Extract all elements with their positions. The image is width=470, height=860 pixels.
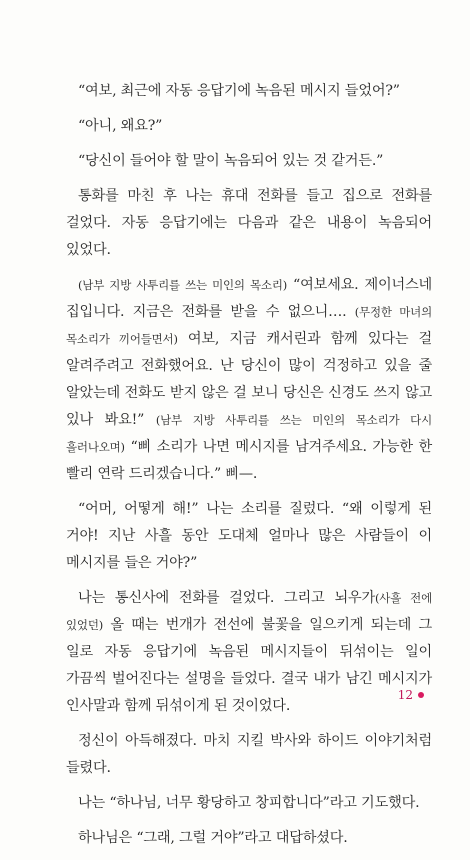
text-segment: 나는 통신사에 전화를 걸었다. 그리고 뇌우가 [78, 590, 375, 606]
text-segment: 하나님은 “그래, 그럴 거야”라고 대답하셨다. [78, 830, 348, 846]
text-segment: “여보세요. 제이너스네 집입니다. 지금은 전화를 받을 수 없으니…. [66, 277, 432, 320]
paragraph [66, 790, 432, 817]
text-segment: “여보, 최근에 자동 응답기에 녹음된 메시지 들었어?” [78, 83, 400, 99]
stage-direction: (남부 지방 사투리를 쓰는 미인의 목소리가 다시 흘러나오며) [66, 413, 432, 454]
paragraph [66, 113, 432, 140]
stage-direction: (사흘 전에 있었던) [66, 591, 432, 632]
text-segment: 올 때는 번개가 전선에 불꽃을 일으키게 되는데 그 일로 자동 응답기에 녹음된 메시지들이 뒤섞이는 일이 가끔씩 벌어진다는 설명을 들었다. 결국 내가 남긴 메시지가 인사말과 함께 뒤섞이게 된 것이었다. [66, 617, 432, 714]
stage-direction: (남부 지방 사투리를 쓰는 미인의 목소리) [78, 278, 288, 292]
text-segment: 나는 “하나님, 너무 황당하고 창피합니다”라고 기도했다. [78, 795, 420, 811]
paragraph [66, 272, 432, 488]
text-segment: “아니, 왜요?” [78, 118, 163, 134]
paragraph [66, 78, 432, 105]
paragraph [66, 825, 432, 852]
folio-dot-icon [418, 692, 424, 698]
text-segment: 통화를 마친 후 나는 휴대 전화를 들고 집으로 전화를 걸었다. 자동 응답기에는 다음과 같은 내용이 녹음되어 있었다. [66, 188, 432, 258]
page-folio [398, 688, 424, 702]
body-text [66, 78, 432, 860]
text-segment: “삐 소리가 나면 메시지를 남겨주세요. 가능한 한 빨리 연락 드리겠습니다.” 삐—. [66, 439, 432, 482]
paragraph [66, 148, 432, 175]
text-segment: 여보, 지금 캐서린과 함께 있다는 걸 알려주려고 전화했어요. 난 당신이 많이 걱정하고 있을 줄 알았는데 전화도 받지 않은 걸 보니 당신은 신경도 쓰지 않고 있나 봐요!” [66, 331, 432, 428]
paragraph [66, 183, 432, 264]
paragraph [66, 585, 432, 720]
text-segment: “어머, 어떻게 해!” 나는 소리를 질렀다. “왜 이렇게 된 거야! 지난 사흘 동안 도대체 얼마나 많은 사람들이 이 메시지를 들은 거야?” [66, 501, 432, 571]
text-segment: “당신이 들어야 할 말이 녹음되어 있는 것 같거든.” [78, 153, 384, 169]
text-segment: 정신이 아득해졌다. 마치 지킬 박사와 하이드 이야기처럼 들렸다. [66, 733, 432, 776]
paragraph [66, 728, 432, 782]
paragraph [66, 496, 432, 577]
page-number: 12 [397, 688, 413, 702]
stage-direction: (무정한 마녀의 목소리가 끼어들면서) [66, 305, 432, 346]
